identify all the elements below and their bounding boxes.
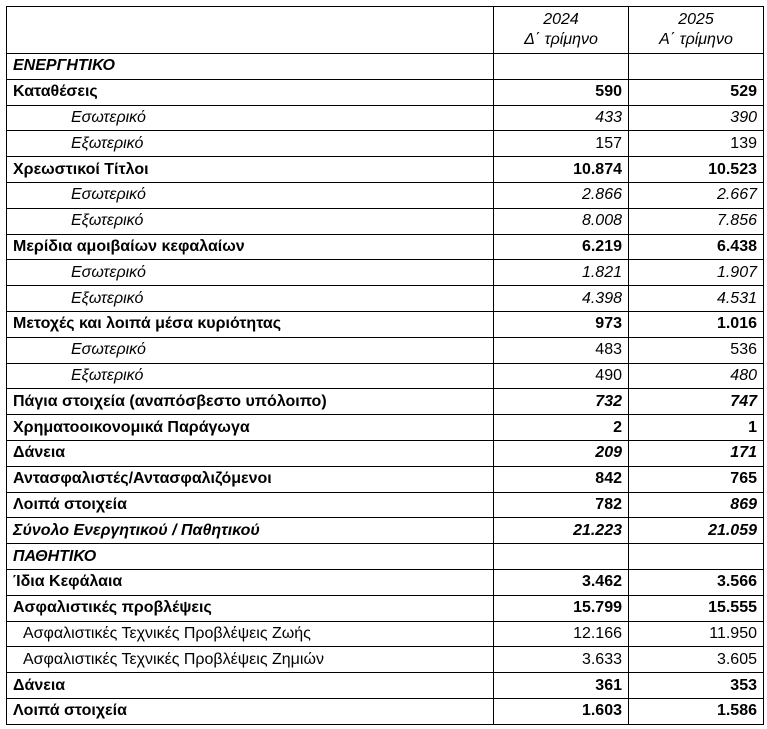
row-label: Σύνολο Ενεργητικού / Παθητικού [7,518,494,544]
table-row [7,415,764,441]
value-2024: 590 [494,79,629,105]
row-label: Εσωτερικό [7,337,494,363]
row-label: Ίδια Κεφάλαια [7,569,494,595]
row-label: Ασφαλιστικές Τεχνικές Προβλέψεις Ζημιών [7,647,494,673]
value-2024 [494,54,629,80]
value-2025: 4.531 [629,286,764,312]
row-label: Λοιπά στοιχεία [7,698,494,724]
row-label: Εξωτερικό [7,363,494,389]
row-label: Ασφαλιστικές Τεχνικές Προβλέψεις Ζωής [7,621,494,647]
table-row [7,466,764,492]
row-label: Χρεωστικοί Τίτλοι [7,157,494,183]
table-row [7,337,764,363]
row-label: ΕΝΕΡΓΗΤΙΚΟ [7,54,494,80]
value-2024: 1.603 [494,698,629,724]
value-2025: 7.856 [629,208,764,234]
row-label: Μετοχές και λοιπά μέσα κυριότητας [7,311,494,337]
table-row [7,569,764,595]
value-2025: 1 [629,415,764,441]
row-label: Εξωτερικό [7,208,494,234]
value-2024: 842 [494,466,629,492]
value-2025: 353 [629,673,764,699]
row-label: Μερίδια αμοιβαίων κεφαλαίων [7,234,494,260]
table-row [7,286,764,312]
value-2024: 12.166 [494,621,629,647]
row-label: Εσωτερικό [7,260,494,286]
row-label: Πάγια στοιχεία (αναπόσβεστο υπόλοιπο) [7,389,494,415]
value-2025: 390 [629,105,764,131]
header-row [7,7,764,54]
value-2025: 15.555 [629,595,764,621]
value-2024: 4.398 [494,286,629,312]
table-row [7,182,764,208]
value-2024: 10.874 [494,157,629,183]
value-2024: 361 [494,673,629,699]
table-row [7,389,764,415]
table-row [7,363,764,389]
section-row [7,54,764,80]
table-row [7,105,764,131]
value-2025: 480 [629,363,764,389]
value-2025: 21.059 [629,518,764,544]
header-empty-cell [7,7,494,54]
value-2024 [494,544,629,570]
row-label: ΠΑΘΗΤΙΚΟ [7,544,494,570]
table-row [7,440,764,466]
table-row [7,647,764,673]
value-2025: 10.523 [629,157,764,183]
value-2024: 782 [494,492,629,518]
value-2025: 3.605 [629,647,764,673]
value-2024: 21.223 [494,518,629,544]
table-row [7,621,764,647]
table-row [7,311,764,337]
table-row [7,518,764,544]
value-2025: 1.907 [629,260,764,286]
value-2025: 765 [629,466,764,492]
table-row [7,131,764,157]
row-label: Εξωτερικό [7,131,494,157]
value-2025: 11.950 [629,621,764,647]
value-2025: 529 [629,79,764,105]
header-year: 2025 [678,11,714,28]
value-2025: 2.667 [629,182,764,208]
value-2024: 2 [494,415,629,441]
row-label: Δάνεια [7,440,494,466]
table-row [7,79,764,105]
table-row [7,673,764,699]
value-2025: 6.438 [629,234,764,260]
row-label: Καταθέσεις [7,79,494,105]
value-2024: 490 [494,363,629,389]
row-label: Αντασφαλιστές/Αντασφαλιζόμενοι [7,466,494,492]
table-row [7,492,764,518]
value-2025: 869 [629,492,764,518]
table-row [7,208,764,234]
value-2025: 1.016 [629,311,764,337]
value-2024: 732 [494,389,629,415]
table-row [7,595,764,621]
header-year: 2024 [543,11,579,28]
financial-table [6,6,764,725]
value-2024: 15.799 [494,595,629,621]
value-2024: 209 [494,440,629,466]
row-label: Χρηματοοικονομικά Παράγωγα [7,415,494,441]
value-2025 [629,54,764,80]
row-label: Εξωτερικό [7,286,494,312]
value-2025: 171 [629,440,764,466]
row-label: Εσωτερικό [7,182,494,208]
value-2024: 3.633 [494,647,629,673]
value-2025: 3.566 [629,569,764,595]
row-label: Εσωτερικό [7,105,494,131]
header-col-2025 [629,7,764,54]
value-2024: 2.866 [494,182,629,208]
row-label: Λοιπά στοιχεία [7,492,494,518]
value-2024: 483 [494,337,629,363]
value-2024: 433 [494,105,629,131]
value-2024: 3.462 [494,569,629,595]
row-label: Ασφαλιστικές προβλέψεις [7,595,494,621]
table-row [7,698,764,724]
value-2025: 1.586 [629,698,764,724]
value-2024: 8.008 [494,208,629,234]
table-row [7,157,764,183]
table-row [7,260,764,286]
value-2025 [629,544,764,570]
value-2025: 139 [629,131,764,157]
header-quarter: Α΄ τρίμηνο [659,31,733,48]
row-label: Δάνεια [7,673,494,699]
value-2024: 157 [494,131,629,157]
value-2024: 1.821 [494,260,629,286]
header-quarter: Δ΄ τρίμηνο [524,31,598,48]
value-2025: 747 [629,389,764,415]
section-row [7,544,764,570]
header-col-2024 [494,7,629,54]
table-row [7,234,764,260]
value-2025: 536 [629,337,764,363]
value-2024: 6.219 [494,234,629,260]
value-2024: 973 [494,311,629,337]
